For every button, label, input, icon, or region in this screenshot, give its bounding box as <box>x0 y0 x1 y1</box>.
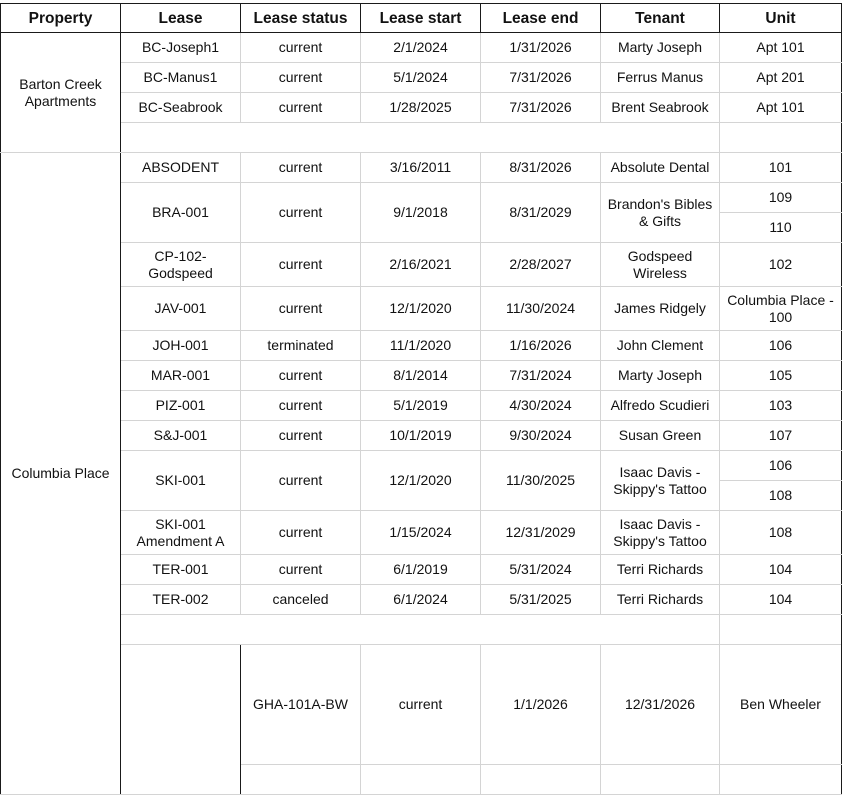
spacer-cell <box>121 615 720 645</box>
table-row <box>1 391 842 421</box>
status-cell[interactable]: current <box>361 645 481 765</box>
lease-cell[interactable]: TER-001 <box>121 555 241 585</box>
tenant-cell[interactable]: Terri Richards <box>601 585 720 615</box>
spacer-cell <box>720 123 842 153</box>
unit-cell[interactable]: 104 <box>720 555 842 585</box>
start-cell[interactable]: 1/15/2024 <box>361 511 481 555</box>
tenant-cell[interactable]: Susan Green <box>601 421 720 451</box>
table-row <box>1 511 842 555</box>
start-cell[interactable]: 11/1/2020 <box>361 331 481 361</box>
header-lease[interactable]: Lease <box>121 4 241 33</box>
lease-cell[interactable]: CP-102-Godspeed <box>121 243 241 287</box>
table-row <box>1 243 842 287</box>
start-cell[interactable]: 5/1/2019 <box>361 391 481 421</box>
end-cell[interactable]: 4/30/2024 <box>481 391 601 421</box>
status-cell[interactable]: current <box>241 391 361 421</box>
lease-cell[interactable]: S&J-001 <box>121 421 241 451</box>
table-row <box>1 331 842 361</box>
tenant-cell[interactable]: Isaac Davis - Skippy's Tattoo <box>601 451 720 511</box>
tenant-cell[interactable]: Marty Joseph <box>601 361 720 391</box>
end-cell[interactable]: 5/31/2025 <box>481 585 601 615</box>
table-row <box>1 645 842 765</box>
unit-cell[interactable]: Apt 201 <box>720 63 842 93</box>
unit-cell[interactable]: 108 <box>720 481 842 511</box>
status-cell[interactable]: current <box>241 183 361 243</box>
table-row <box>1 183 842 213</box>
start-cell[interactable]: 3/16/2011 <box>361 153 481 183</box>
start-cell[interactable]: 1/1/2026 <box>481 645 601 765</box>
lease-cell[interactable]: MAR-001 <box>121 361 241 391</box>
lease-cell[interactable]: PIZ-001 <box>121 391 241 421</box>
header-property[interactable]: Property <box>1 4 121 33</box>
unit-cell[interactable]: 101 <box>720 153 842 183</box>
header-tenant[interactable]: Tenant <box>601 4 720 33</box>
unit-cell[interactable]: Apt 101 <box>720 93 842 123</box>
property-cell[interactable]: Columbia Place <box>1 153 121 795</box>
lease-cell[interactable]: SKI-001 Amendment A <box>121 511 241 555</box>
lease-cell[interactable]: ABSODENT <box>121 153 241 183</box>
end-cell[interactable]: 11/30/2024 <box>481 287 601 331</box>
start-cell[interactable] <box>481 765 601 795</box>
end-cell[interactable]: 12/31/2029 <box>481 511 601 555</box>
unit-cell[interactable]: 102 <box>720 243 842 287</box>
start-cell[interactable]: 6/1/2024 <box>361 585 481 615</box>
status-cell[interactable]: current <box>241 243 361 287</box>
unit-cell[interactable]: 106 <box>720 331 842 361</box>
unit-cell[interactable]: 104 <box>720 585 842 615</box>
end-cell[interactable]: 5/31/2024 <box>481 555 601 585</box>
start-cell[interactable]: 12/1/2020 <box>361 287 481 331</box>
end-cell[interactable]: 8/31/2026 <box>481 153 601 183</box>
lease-cell[interactable]: BRA-001 <box>121 183 241 243</box>
end-cell[interactable]: 7/31/2024 <box>481 361 601 391</box>
start-cell[interactable]: 5/1/2024 <box>361 63 481 93</box>
status-cell[interactable]: current <box>241 511 361 555</box>
start-cell[interactable]: 1/28/2025 <box>361 93 481 123</box>
header-row <box>1 4 842 33</box>
table-row <box>1 361 842 391</box>
spacer-cell <box>121 123 720 153</box>
end-cell[interactable]: 2/28/2027 <box>481 243 601 287</box>
start-cell[interactable]: 10/1/2019 <box>361 421 481 451</box>
end-cell[interactable]: 11/30/2025 <box>481 451 601 511</box>
header-unit[interactable]: Unit <box>720 4 842 33</box>
start-cell[interactable]: 6/1/2019 <box>361 555 481 585</box>
status-cell[interactable]: current <box>241 451 361 511</box>
end-cell[interactable]: 1/16/2026 <box>481 331 601 361</box>
tenant-cell[interactable]: Alfredo Scudieri <box>601 391 720 421</box>
end-cell[interactable]: 7/31/2026 <box>481 63 601 93</box>
header-lease-end[interactable]: Lease end <box>481 4 601 33</box>
start-cell[interactable]: 8/1/2014 <box>361 361 481 391</box>
start-cell[interactable]: 12/1/2020 <box>361 451 481 511</box>
status-cell[interactable]: canceled <box>241 585 361 615</box>
lease-cell[interactable]: JAV-001 <box>121 287 241 331</box>
tenant-cell[interactable]: Brandon's Bibles & Gifts <box>601 183 720 243</box>
lease-cell[interactable]: TER-002 <box>121 585 241 615</box>
table-row <box>1 93 842 123</box>
spacer-cell <box>720 615 842 645</box>
tenant-cell[interactable]: Marty Joseph <box>601 33 720 63</box>
status-cell[interactable]: current <box>241 33 361 63</box>
unit-cell[interactable]: 108 <box>720 511 842 555</box>
status-cell[interactable] <box>361 765 481 795</box>
spacer-row <box>1 615 842 645</box>
lease-cell[interactable]: BC-Joseph1 <box>121 33 241 63</box>
end-cell[interactable]: 9/30/2024 <box>481 421 601 451</box>
start-cell[interactable]: 2/1/2024 <box>361 33 481 63</box>
unit-cell[interactable]: 103 <box>720 391 842 421</box>
status-cell[interactable]: current <box>241 63 361 93</box>
table-row <box>1 33 842 63</box>
unit-cell[interactable]: Apt 101 <box>720 33 842 63</box>
tenant-cell[interactable]: Ferrus Manus <box>601 63 720 93</box>
end-cell[interactable]: 12/31/2026 <box>601 645 720 765</box>
start-cell[interactable]: 2/16/2021 <box>361 243 481 287</box>
tenant-cell[interactable]: John Clement <box>601 331 720 361</box>
end-cell[interactable]: 7/31/2026 <box>481 93 601 123</box>
start-cell[interactable]: 9/1/2018 <box>361 183 481 243</box>
table-row <box>1 421 842 451</box>
table-row <box>1 287 842 331</box>
table-row <box>1 63 842 93</box>
unit-cell[interactable]: 110 <box>720 213 842 243</box>
table-row <box>1 451 842 481</box>
tenant-cell[interactable] <box>720 765 842 795</box>
lease-cell[interactable] <box>241 765 361 795</box>
status-cell[interactable]: current <box>241 153 361 183</box>
unit-cell[interactable]: Columbia Place - 100 <box>720 287 842 331</box>
table-row <box>1 585 842 615</box>
unit-cell[interactable]: 106 <box>720 451 842 481</box>
tenant-cell[interactable]: Brent Seabrook <box>601 93 720 123</box>
lease-cell[interactable]: BC-Manus1 <box>121 63 241 93</box>
lease-cell[interactable]: GHA-101A-BW <box>241 645 361 765</box>
status-cell[interactable]: current <box>241 555 361 585</box>
header-lease-status[interactable]: Lease status <box>241 4 361 33</box>
unit-cell[interactable]: 105 <box>720 361 842 391</box>
end-cell[interactable]: 1/31/2026 <box>481 33 601 63</box>
table-row <box>1 555 842 585</box>
table-row <box>1 153 842 183</box>
lease-cell[interactable]: BC-Seabrook <box>121 93 241 123</box>
lease-cell[interactable]: JOH-001 <box>121 331 241 361</box>
status-cell[interactable]: current <box>241 421 361 451</box>
tenant-cell[interactable]: Absolute Dental <box>601 153 720 183</box>
status-cell[interactable]: current <box>241 93 361 123</box>
tenant-cell[interactable]: Isaac Davis - Skippy's Tattoo <box>601 511 720 555</box>
property-cell[interactable]: Barton Creek Apartments <box>1 33 121 153</box>
header-lease-start[interactable]: Lease start <box>361 4 481 33</box>
lease-table <box>0 3 842 795</box>
tenant-cell[interactable]: Ben Wheeler <box>720 645 842 765</box>
end-cell[interactable]: 8/31/2029 <box>481 183 601 243</box>
status-cell[interactable]: current <box>241 361 361 391</box>
unit-cell[interactable]: 107 <box>720 421 842 451</box>
spacer-row <box>1 123 842 153</box>
unit-cell[interactable]: 109 <box>720 183 842 213</box>
status-cell[interactable]: current <box>241 287 361 331</box>
property-cell[interactable] <box>121 645 241 795</box>
tenant-cell[interactable]: Terri Richards <box>601 555 720 585</box>
status-cell[interactable]: terminated <box>241 331 361 361</box>
end-cell[interactable] <box>601 765 720 795</box>
tenant-cell[interactable]: Godspeed Wireless <box>601 243 720 287</box>
tenant-cell[interactable]: James Ridgely <box>601 287 720 331</box>
lease-cell[interactable]: SKI-001 <box>121 451 241 511</box>
